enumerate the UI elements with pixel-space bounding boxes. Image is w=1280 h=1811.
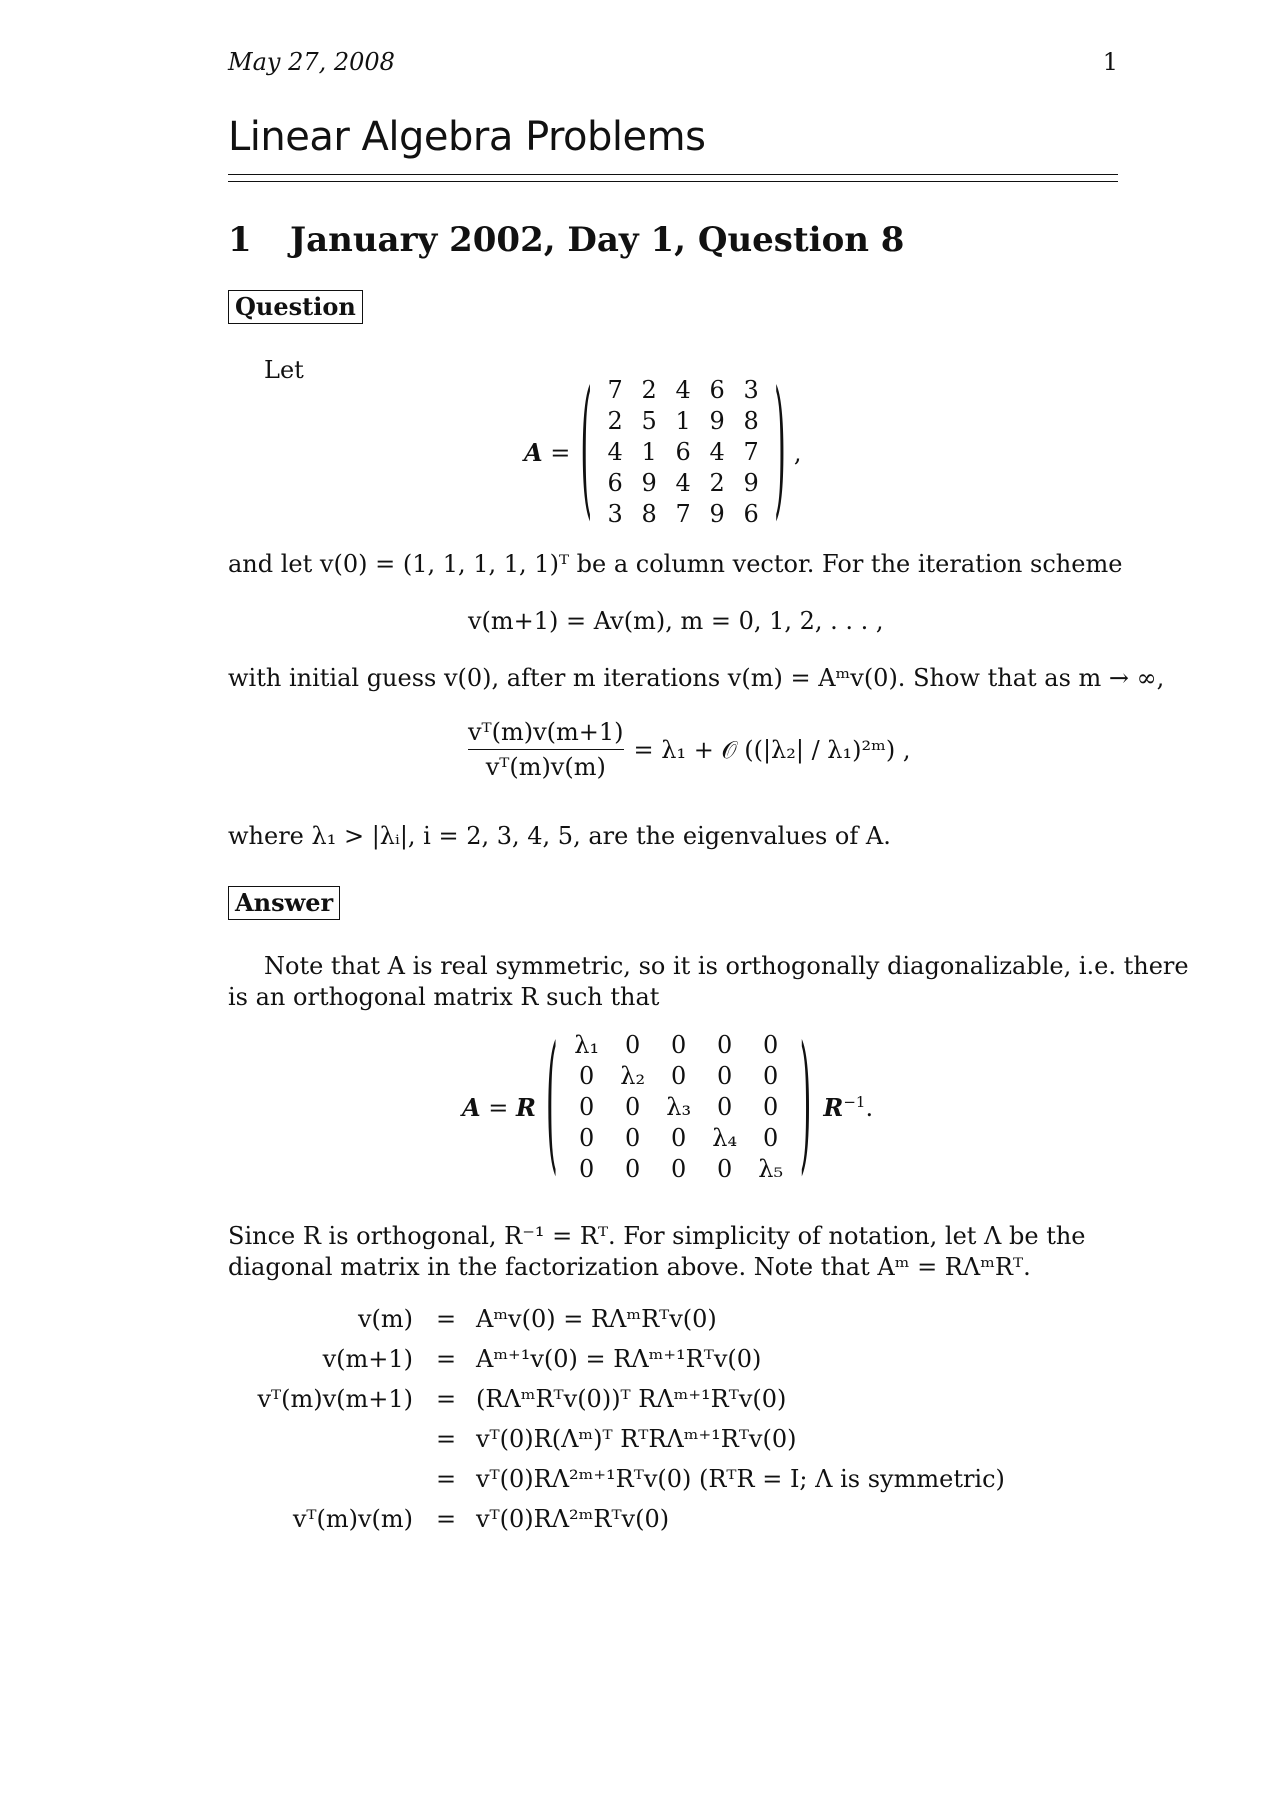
- limit-denominator: vᵀ(m)v(m): [485, 753, 606, 781]
- right-paren: ): [774, 362, 786, 538]
- diag-matrix-cell-2-4: 0: [717, 1062, 733, 1090]
- diag-matrix-cell-5-3: 0: [671, 1155, 687, 1183]
- matrix-A-label: A =: [524, 438, 571, 467]
- matrix-A-cell-1-1: 7: [607, 376, 623, 404]
- question-line-3: where λ₁ > |λᵢ|, i = 2, 3, 4, 5, are the eigenvalues of A.: [228, 822, 891, 850]
- diag-matrix-cell-5-2: 0: [625, 1155, 641, 1183]
- matrix-A-cell-5-5: 6: [743, 500, 759, 528]
- matrix-A-cell-1-3: 4: [675, 376, 691, 404]
- section-title: January 2002, Day 1, Question 8: [290, 220, 905, 260]
- derivation-equals-2: =: [436, 1345, 457, 1373]
- diag-matrix-cell-2-1: 0: [579, 1062, 595, 1090]
- diagonal-matrix-grid: [558, 1030, 800, 1185]
- matrix-A-cell-3-1: 4: [607, 438, 623, 466]
- diag-matrix-cell-1-2: 0: [625, 1031, 641, 1059]
- matrix-A-cell-1-4: 6: [709, 376, 725, 404]
- derivation-rhs-4: vᵀ(0)R(Λᵐ)ᵀ RᵀRΛᵐ⁺¹Rᵀv(0): [476, 1425, 797, 1453]
- title-rule-top: [228, 174, 1118, 175]
- left-paren: (: [545, 1017, 558, 1193]
- diag-matrix-cell-5-5: λ₅: [758, 1155, 784, 1183]
- section-heading: [228, 220, 904, 260]
- derivation-lhs-1: v(m): [357, 1305, 413, 1333]
- matrix-A-cell-2-5: 8: [743, 407, 759, 435]
- matrix-A-cell-2-3: 1: [675, 407, 691, 435]
- document-page: [228, 0, 1189, 1811]
- title-rule-bottom: [228, 181, 1118, 182]
- matrix-A-cell-5-4: 9: [709, 500, 725, 528]
- derivation-rhs-2: Aᵐ⁺¹v(0) = RΛᵐ⁺¹Rᵀv(0): [476, 1345, 762, 1373]
- derivation-equals-4: =: [436, 1425, 457, 1453]
- diag-matrix-cell-3-3: λ₃: [666, 1093, 692, 1121]
- matrix-A-cell-3-5: 7: [743, 438, 759, 466]
- document-title: Linear Algebra Problems: [228, 114, 706, 160]
- diag-matrix-cell-3-5: 0: [763, 1093, 779, 1121]
- diag-matrix-cell-4-3: 0: [671, 1124, 687, 1152]
- factorization-rhs: $R^{-1}$.: [823, 1093, 874, 1122]
- matrix-A-cell-2-1: 2: [607, 407, 623, 435]
- question-label: Question: [228, 290, 363, 324]
- derivation-rhs-5: vᵀ(0)RΛ²ᵐ⁺¹Rᵀv(0) (RᵀR = I; Λ is symmetric): [476, 1465, 1005, 1493]
- diag-matrix-cell-2-3: 0: [671, 1062, 687, 1090]
- header-date: May 27, 2008: [228, 48, 395, 76]
- matrix-A-cell-2-2: 5: [641, 407, 657, 435]
- diag-matrix-cell-1-5: 0: [763, 1031, 779, 1059]
- diag-matrix-cell-3-4: 0: [717, 1093, 733, 1121]
- derivation-rhs-1: Aᵐv(0) = RΛᵐRᵀv(0): [476, 1305, 717, 1333]
- left-paren: (: [580, 362, 593, 538]
- diag-matrix-cell-4-4: λ₄: [712, 1124, 738, 1152]
- derivation-lhs-6: vᵀ(m)v(m): [292, 1505, 413, 1533]
- diag-matrix-cell-4-5: 0: [763, 1124, 779, 1152]
- derivation-lhs-3: vᵀ(m)v(m+1): [257, 1385, 413, 1413]
- matrix-A-cell-4-2: 9: [641, 469, 657, 497]
- diag-matrix-cell-1-4: 0: [717, 1031, 733, 1059]
- diag-matrix-cell-5-1: 0: [579, 1155, 595, 1183]
- matrix-A-cell-4-3: 4: [675, 469, 691, 497]
- limit-rhs: = λ₁ + 𝒪 ((|λ₂| / λ₁)²ᵐ) ,: [633, 735, 911, 764]
- diag-matrix-cell-5-4: 0: [717, 1155, 733, 1183]
- answer-line-2: is an orthogonal matrix R such that: [228, 983, 660, 1011]
- matrix-A-equation: [524, 362, 802, 538]
- answer-line-3: Since R is orthogonal, R⁻¹ = Rᵀ. For simplicity of notation, let Λ be the: [228, 1222, 1086, 1250]
- derivation-lhs-2: v(m+1): [322, 1345, 413, 1373]
- question-let: Let: [264, 356, 304, 384]
- diag-matrix-cell-4-2: 0: [625, 1124, 641, 1152]
- answer-label: Answer: [228, 886, 340, 920]
- derivation-equals-1: =: [436, 1305, 457, 1333]
- derivation-equals-6: =: [436, 1505, 457, 1533]
- matrix-A-cell-5-1: 3: [607, 500, 623, 528]
- derivation-rhs-6: vᵀ(0)RΛ²ᵐRᵀv(0): [476, 1505, 670, 1533]
- limit-equation: [468, 718, 910, 781]
- diag-matrix-cell-3-2: 0: [625, 1093, 641, 1121]
- diagonal-factorization: [462, 1017, 874, 1193]
- derivation-equals-5: =: [436, 1465, 457, 1493]
- iteration-equation: v(m+1) = Av(m), m = 0, 1, 2, . . . ,: [468, 607, 884, 635]
- right-paren: ): [799, 1017, 812, 1193]
- diag-matrix-cell-4-1: 0: [579, 1124, 595, 1152]
- section-number: 1: [228, 220, 252, 260]
- comma: ,: [793, 438, 802, 467]
- matrix-A-cell-3-4: 4: [709, 438, 725, 466]
- diag-matrix-cell-1-3: 0: [671, 1031, 687, 1059]
- limit-fraction: [468, 718, 624, 781]
- question-line-1: and let v(0) = (1, 1, 1, 1, 1)ᵀ be a column vector. For the iteration scheme: [228, 550, 1123, 578]
- matrix-A-cell-2-4: 9: [709, 407, 725, 435]
- matrix-A-cell-4-1: 6: [607, 469, 623, 497]
- question-line-2: with initial guess v(0), after m iterations v(m) = Aᵐv(0). Show that as m → ∞,: [228, 664, 1165, 692]
- matrix-A-cell-5-2: 8: [641, 500, 657, 528]
- diag-matrix-cell-2-2: λ₂: [620, 1062, 646, 1090]
- matrix-A-grid: [592, 375, 774, 530]
- matrix-A-cell-3-2: 1: [641, 438, 657, 466]
- matrix-A-cell-3-3: 6: [675, 438, 691, 466]
- matrix-A-cell-1-5: 3: [743, 376, 759, 404]
- diag-matrix-cell-1-1: λ₁: [574, 1031, 600, 1059]
- answer-line-4: diagonal matrix in the factorization above. Note that Aᵐ = RΛᵐRᵀ.: [228, 1253, 1031, 1281]
- answer-line-1: Note that A is real symmetric, so it is orthogonally diagonalizable, i.e. there: [264, 952, 1189, 980]
- diag-matrix-cell-2-5: 0: [763, 1062, 779, 1090]
- matrix-A-cell-4-5: 9: [743, 469, 759, 497]
- derivation-rhs-3: (RΛᵐRᵀv(0))ᵀ RΛᵐ⁺¹Rᵀv(0): [476, 1385, 787, 1413]
- matrix-A-cell-5-3: 7: [675, 500, 691, 528]
- matrix-A-cell-1-2: 2: [641, 376, 657, 404]
- diag-matrix-cell-3-1: 0: [579, 1093, 595, 1121]
- derivation-equals-3: =: [436, 1385, 457, 1413]
- fraction-bar: [468, 749, 624, 750]
- page-number: 1: [1102, 48, 1118, 76]
- limit-numerator: vᵀ(m)v(m+1): [468, 718, 624, 746]
- matrix-A-cell-4-4: 2: [709, 469, 725, 497]
- factorization-lhs: A = R: [462, 1093, 536, 1122]
